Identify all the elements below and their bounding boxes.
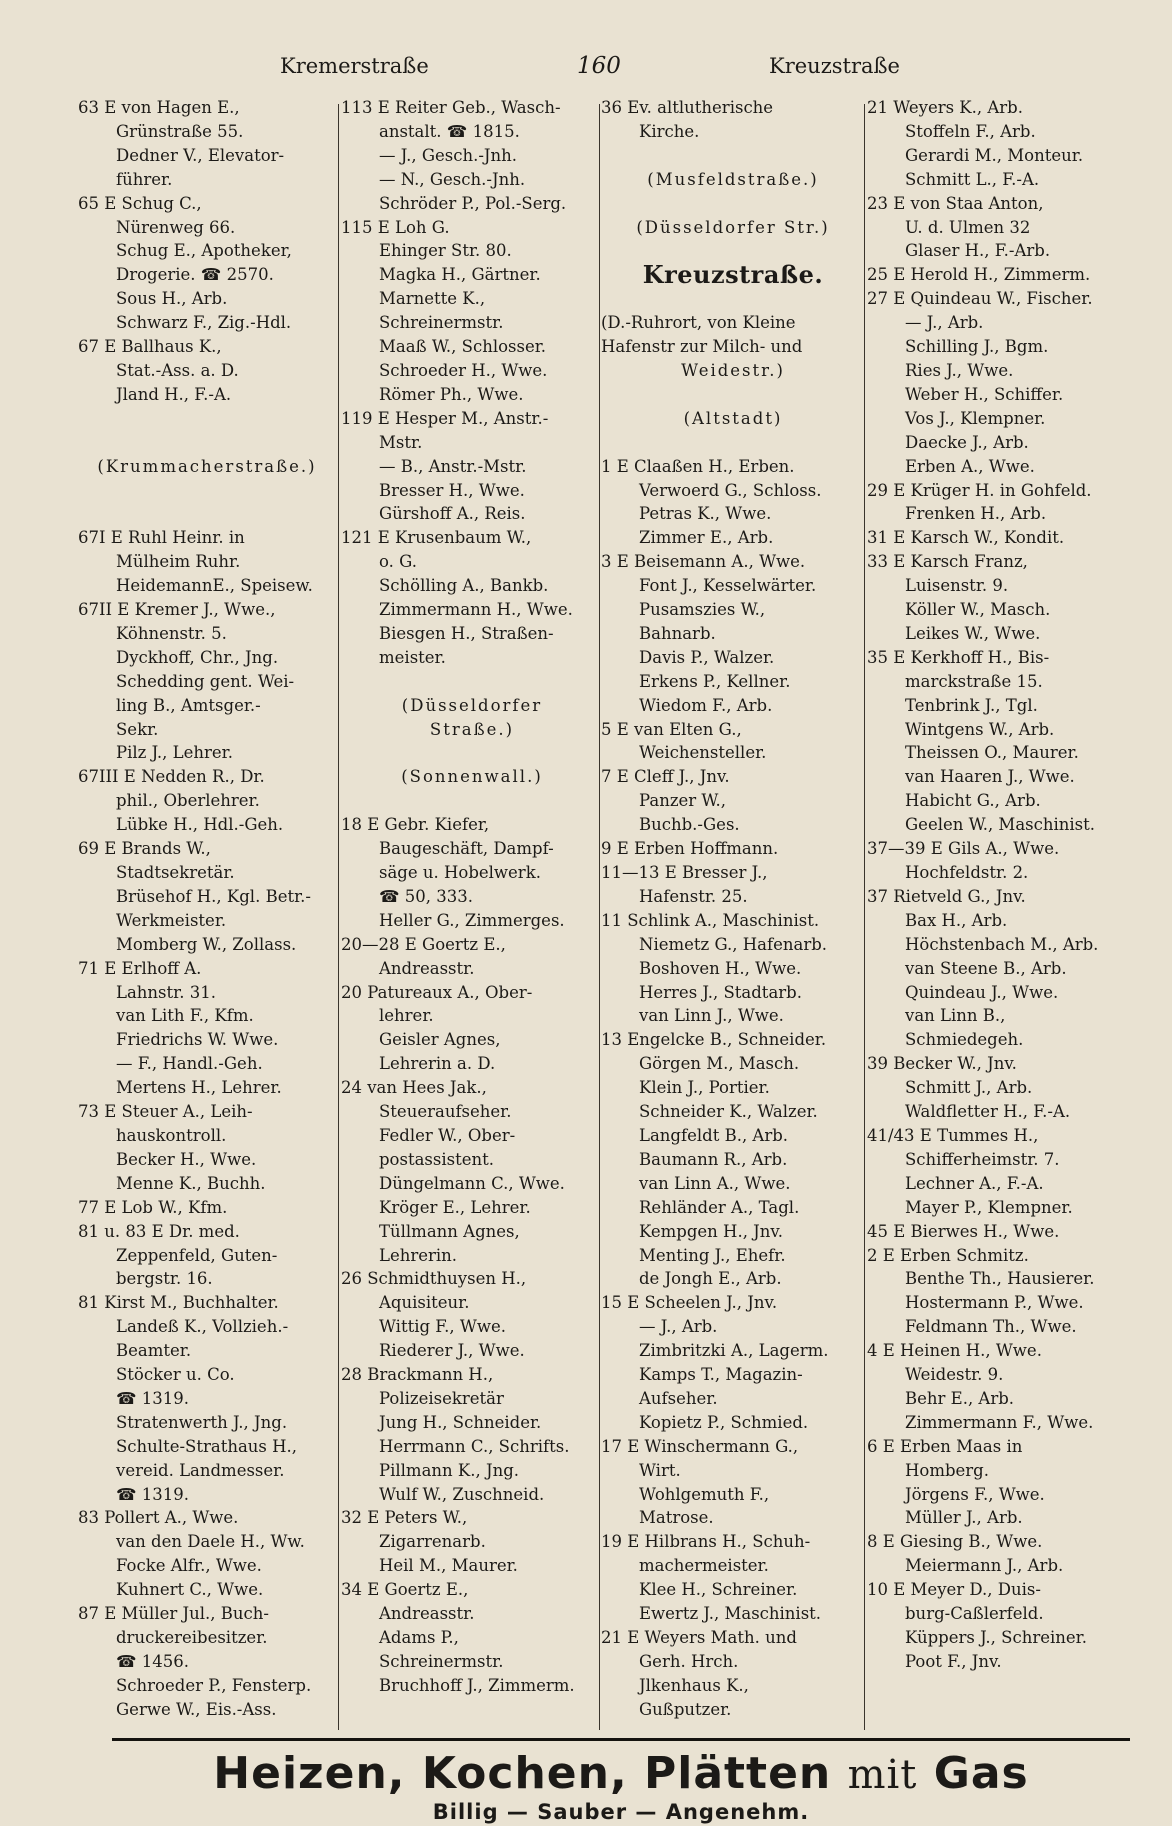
directory-entry: Schreinermstr. <box>379 1651 504 1671</box>
directory-entry <box>341 741 603 765</box>
directory-entry: phil., Oberlehrer. <box>116 791 260 811</box>
directory-entry: Zimbritzki A., Lagerm. <box>639 1341 829 1361</box>
directory-entry <box>601 287 865 311</box>
directory-entry: 26 Schmidthuysen H., <box>341 1269 527 1289</box>
directory-entry: Verwoerd G., Schloss. <box>639 480 822 500</box>
directory-entry: van Lith F., Kfm. <box>116 1006 254 1026</box>
column-2 <box>341 96 603 1726</box>
directory-entry: Herres J., Stadtarb. <box>639 982 802 1002</box>
directory-entry: Daecke J., Arb. <box>905 432 1029 452</box>
directory-entry: Werkmeister. <box>116 910 227 930</box>
section-note: Weidestr.) <box>681 360 785 380</box>
directory-entry: 5 E van Elten G., <box>601 719 742 739</box>
directory-entry: Gerardi M., Monteur. <box>905 145 1084 165</box>
directory-entry: Weichensteller. <box>639 743 767 763</box>
directory-entry: Heller G., Zimmerges. <box>379 910 565 930</box>
directory-entry: Frenken H., Arb. <box>905 504 1047 524</box>
directory-entry: Schreinermstr. <box>379 313 504 333</box>
directory-entry: Dedner V., Elevator- <box>116 145 285 165</box>
directory-entry: 67II E Kremer J., Wwe., <box>78 600 276 620</box>
directory-entry: 71 E Erlhoff A. <box>78 958 202 978</box>
directory-entry: Geelen W., Maschinist. <box>905 815 1096 835</box>
directory-entry: U. d. Ulmen 32 <box>905 217 1031 237</box>
directory-entry: 19 E Hilbrans H., Schuh- <box>601 1532 811 1552</box>
directory-entry: postassistent. <box>379 1149 495 1169</box>
directory-entry: 27 E Quindeau W., Fischer. <box>867 289 1093 309</box>
directory-entry: — N., Gesch.-Jnh. <box>379 169 526 189</box>
directory-entry: Wiedom F., Arb. <box>639 695 773 715</box>
directory-entry: Theissen O., Maurer. <box>905 743 1079 763</box>
directory-entry: Habicht G., Arb. <box>905 791 1041 811</box>
directory-entry: 20—28 E Goertz E., <box>341 934 506 954</box>
directory-entry <box>601 383 865 407</box>
directory-entry: Zimmer E., Arb. <box>639 528 774 548</box>
directory-entry: 11—13 E Bresser J., <box>601 863 768 882</box>
directory-entry: Font J., Kesselwärter. <box>639 576 817 596</box>
directory-entry: Klein J., Portier. <box>639 1078 770 1098</box>
directory-entry: Lechner A., F.-A. <box>905 1173 1044 1193</box>
directory-entry: Görgen M., Masch. <box>639 1054 800 1074</box>
directory-entry: Erkens P., Kellner. <box>639 671 791 691</box>
directory-entry: Momberg W., Zollass. <box>116 934 297 954</box>
directory-entry: 9 E Erben Hoffmann. <box>601 839 779 859</box>
directory-entry: 87 E Müller Jul., Buch- <box>78 1604 269 1624</box>
directory-entry: Schilling J., Bgm. <box>905 337 1049 357</box>
directory-entry: ☎ 1456. <box>116 1651 190 1671</box>
directory-entry: Wulf W., Zuschneid. <box>379 1484 545 1504</box>
directory-entry: 63 E von Hagen E., <box>78 98 240 117</box>
directory-entry: Lehrerin a. D. <box>379 1054 496 1074</box>
directory-entry: Schedding gent. Wei- <box>116 671 295 691</box>
directory-entry: 39 Becker W., Jnv. <box>867 1054 1017 1074</box>
directory-entry: Drogerie. ☎ 2570. <box>116 265 274 285</box>
directory-entry: 6 E Erben Maas in <box>867 1436 1023 1456</box>
directory-entry: Schmitt J., Arb. <box>905 1078 1033 1098</box>
directory-entry: 21 Weyers K., Arb. <box>867 98 1023 117</box>
directory-entry: 81 Kirst M., Buchhalter. <box>78 1293 279 1313</box>
directory-entry: Schneider K., Walzer. <box>639 1102 818 1122</box>
street-heading: Kreuzstraße. <box>642 263 824 288</box>
directory-entry: Rehländer A., Tagl. <box>639 1197 800 1217</box>
directory-entry: Stadtsekretär. <box>116 863 235 882</box>
directory-entry: o. G. <box>379 552 417 572</box>
directory-entry: Poot F., Jnv. <box>905 1651 1002 1671</box>
directory-entry: Dyckhoff, Chr., Jng. <box>116 647 279 667</box>
directory-entry: 4 E Heinen H., Wwe. <box>867 1341 1042 1361</box>
directory-entry: Geisler Agnes, <box>379 1030 501 1050</box>
directory-entry: 67III E Nedden R., Dr. <box>78 767 265 787</box>
directory-entry: Heil M., Maurer. <box>379 1556 518 1576</box>
directory-entry: Küppers J., Schreiner. <box>905 1628 1087 1647</box>
directory-entry <box>601 192 865 216</box>
directory-entry: 119 E Hesper M., Anstr.- <box>341 408 549 428</box>
directory-entry: Wintgens W., Arb. <box>905 719 1055 739</box>
directory-entry: Petras K., Wwe. <box>639 504 772 524</box>
directory-entry: Andreasstr. <box>379 958 475 978</box>
directory-entry: van Linn A., Wwe. <box>639 1173 791 1193</box>
directory-entry: Kempgen H., Jnv. <box>639 1221 784 1241</box>
directory-entry: Marnette K., <box>379 289 486 309</box>
directory-entry: Zigarrenarb. <box>379 1532 486 1552</box>
directory-entry: 69 E Brands W., <box>78 839 211 859</box>
directory-entry: Gußputzer. <box>639 1699 732 1719</box>
directory-entry: Bruchhoff J., Zimmerm. <box>379 1675 575 1695</box>
directory-entry: Fedler W., Ober- <box>379 1125 516 1145</box>
directory-entry: Feldmann Th., Wwe. <box>905 1317 1077 1337</box>
directory-entry: Kirche. <box>639 121 700 141</box>
directory-entry: ☎ 50, 333. <box>379 886 474 906</box>
directory-entry: Bahnarb. <box>639 623 716 643</box>
directory-entry: säge u. Hobelwerk. <box>379 863 541 882</box>
directory-entry: Hafenstr zur Milch- und <box>601 337 803 357</box>
directory-entry: Kopietz P., Schmied. <box>639 1412 809 1432</box>
directory-entry: 32 E Peters W., <box>341 1508 468 1528</box>
directory-entry: 73 E Steuer A., Leih- <box>78 1102 253 1122</box>
directory-entry: Adams P., <box>379 1628 459 1647</box>
directory-entry: 33 E Karsch Franz, <box>867 552 1028 572</box>
directory-entry: Becker H., Wwe. <box>116 1149 257 1169</box>
advert-top-rule <box>112 1738 1130 1741</box>
directory-entry: anstalt. ☎ 1815. <box>379 121 520 141</box>
directory-entry: Müller J., Arb. <box>905 1508 1023 1528</box>
directory-entry: — J., Gesch.-Jnh. <box>379 145 518 165</box>
advert-text-b: Gas <box>933 1748 1029 1799</box>
directory-entry: 8 E Giesing B., Wwe. <box>867 1532 1043 1552</box>
directory-entry: 1 E Claaßen H., Erben. <box>601 456 795 476</box>
directory-entry: 67I E Ruhl Heinr. in <box>78 528 245 548</box>
directory-entry: Baumann R., Arb. <box>639 1149 788 1169</box>
directory-entry: Luisenstr. 9. <box>905 576 1009 596</box>
directory-entry: 37—39 E Gils A., Wwe. <box>867 839 1060 859</box>
directory-entry: van Linn J., Wwe. <box>639 1006 784 1026</box>
directory-entry: 28 Brackmann H., <box>341 1365 494 1385</box>
directory-entry: 10 E Meyer D., Duis- <box>867 1580 1041 1600</box>
directory-entry: ling B., Amtsger.- <box>116 695 261 715</box>
directory-entry: Gürshoff A., Reis. <box>379 504 526 524</box>
directory-entry: Wohlgemuth F., <box>639 1484 770 1504</box>
directory-entry: 24 van Hees Jak., <box>341 1078 487 1098</box>
directory-entry <box>601 144 865 168</box>
directory-entry: Mülheim Ruhr. <box>116 552 241 572</box>
directory-entry: 13 Engelcke B., Schneider. <box>601 1030 827 1050</box>
directory-entry: Jland H., F.-A. <box>116 384 232 404</box>
directory-entry: Sekr. <box>116 719 159 739</box>
directory-entry: druckereibesitzer. <box>116 1628 268 1647</box>
advert-text-a: Heizen, Kochen, Plätten <box>213 1748 832 1799</box>
directory-entry: Ries J., Wwe. <box>905 360 1014 380</box>
directory-entry: Weber H., Schiffer. <box>905 384 1064 404</box>
directory-entry: Polizeisekretär <box>379 1388 504 1408</box>
directory-entry: Köhnenstr. 5. <box>116 623 227 643</box>
directory-entry: Pusamszies W., <box>639 600 766 620</box>
directory-entry: 25 E Herold H., Zimmerm. <box>867 265 1091 285</box>
directory-entry: 34 E Goertz E., <box>341 1580 469 1600</box>
directory-entry: Ehinger Str. 80. <box>379 241 512 261</box>
directory-entry: Jlkenhaus K., <box>639 1675 749 1695</box>
directory-entry: van Haaren J., Wwe. <box>905 767 1075 787</box>
directory-entry: 11 Schlink A., Maschinist. <box>601 910 820 930</box>
directory-entry: Ewertz J., Maschinist. <box>639 1604 822 1624</box>
advert-headline <box>112 1748 1130 1799</box>
directory-entry: Jörgens F., Wwe. <box>905 1484 1045 1504</box>
directory-entry <box>341 789 603 813</box>
directory-entry: 17 E Winschermann G., <box>601 1436 799 1456</box>
directory-entry: Tenbrink J., Tgl. <box>905 695 1038 715</box>
directory-entry: Davis P., Walzer. <box>639 647 775 667</box>
directory-entry: 31 E Karsch W., Kondit. <box>867 528 1065 548</box>
directory-entry: 3 E Beisemann A., Wwe. <box>601 552 806 572</box>
directory-entry: Buchb.-Ges. <box>639 815 740 835</box>
header-left-street: Kremerstraße <box>280 54 429 78</box>
directory-entry: 77 E Lob W., Kfm. <box>78 1197 228 1217</box>
directory-entry: Schifferheimstr. 7. <box>905 1149 1060 1169</box>
directory-entry: Homberg. <box>905 1460 989 1480</box>
directory-entry: 45 E Bierwes H., Wwe. <box>867 1221 1060 1241</box>
directory-entry <box>78 407 336 431</box>
directory-entry: Focke Alfr., Wwe. <box>116 1556 262 1576</box>
section-note: (Sonnenwall.) <box>401 767 543 787</box>
directory-entry: Beamter. <box>116 1341 192 1361</box>
section-note: (Altstadt) <box>683 408 783 428</box>
directory-entry: Sous H., Arb. <box>116 289 228 309</box>
directory-entry: Riederer J., Wwe. <box>379 1341 525 1361</box>
directory-entry: Hostermann P., Wwe. <box>905 1293 1084 1313</box>
directory-entry: Panzer W., <box>639 791 726 811</box>
directory-entry: van Linn B., <box>905 1006 1006 1026</box>
column-3 <box>601 96 865 1726</box>
directory-entry: (D.-Ruhrort, von Kleine <box>601 313 796 333</box>
directory-entry: Zimmermann F., Wwe. <box>905 1412 1094 1432</box>
directory-entry: Schroeder H., Wwe. <box>379 360 548 380</box>
directory-entry: 37 Rietveld G., Jnv. <box>867 886 1026 906</box>
directory-entry: Hafenstr. 25. <box>639 886 748 906</box>
directory-entry: 113 E Reiter Geb., Wasch- <box>341 98 561 117</box>
directory-entry: 35 E Kerkhoff H., Bis- <box>867 647 1050 667</box>
directory-entry: Menting J., Ehefr. <box>639 1245 786 1265</box>
directory-entry: Brüsehof H., Kgl. Betr.- <box>116 886 311 906</box>
directory-entry: Boshoven H., Wwe. <box>639 958 802 978</box>
directory-entry: Matrose. <box>639 1508 714 1528</box>
directory-entry: Herrmann C., Schrifts. <box>379 1436 570 1456</box>
directory-entry: 121 E Krusenbaum W., <box>341 528 532 548</box>
section-note: (Düsseldorfer Str.) <box>636 217 830 237</box>
directory-entry: Erben A., Wwe. <box>905 456 1035 476</box>
directory-entry: ☎ 1319. <box>116 1484 190 1504</box>
page-number: 160 <box>576 53 621 79</box>
directory-entry: 36 Ev. altlutherische <box>601 98 774 117</box>
directory-entry: Mayer P., Klempner. <box>905 1197 1073 1217</box>
directory-entry: 7 E Cleff J., Jnv. <box>601 767 730 787</box>
directory-entry <box>341 670 603 694</box>
directory-entry <box>78 502 336 526</box>
directory-entry: 81 u. 83 E Dr. med. <box>78 1221 240 1241</box>
directory-entry: Leikes W., Wwe. <box>905 623 1041 643</box>
directory-entry: Tüllmann Agnes, <box>379 1221 520 1241</box>
directory-entry: hauskontroll. <box>116 1125 227 1145</box>
directory-entry: Zimmermann H., Wwe. <box>379 600 573 620</box>
section-note: (Krummacherstraße.) <box>97 456 317 476</box>
directory-entry: Hochfeldstr. 2. <box>905 863 1029 882</box>
directory-entry: Lehrerin. <box>379 1245 458 1265</box>
directory-entry: Niemetz G., Hafenarb. <box>639 934 828 954</box>
directory-entry: lehrer. <box>379 1006 434 1026</box>
directory-entry: führer. <box>116 169 173 189</box>
directory-entry: Benthe Th., Hausierer. <box>905 1269 1095 1289</box>
directory-entry: Steueraufseher. <box>379 1102 512 1122</box>
directory-entry: Pilz J., Lehrer. <box>116 743 233 763</box>
directory-entry: Schölling A., Bankb. <box>379 576 549 596</box>
section-note: (Düsseldorfer <box>401 695 543 715</box>
directory-entry: Magka H., Gärtner. <box>379 265 541 285</box>
directory-entry: — J., Arb. <box>639 1317 718 1337</box>
directory-entry: meister. <box>379 647 446 667</box>
directory-entry: Klee H., Schreiner. <box>639 1580 798 1600</box>
directory-entry: — B., Anstr.-Mstr. <box>379 456 527 476</box>
directory-entry: Bresser H., Wwe. <box>379 480 525 500</box>
directory-entry: Schulte-Strathaus H., <box>116 1436 298 1456</box>
directory-entry: Menne K., Buchh. <box>116 1173 266 1193</box>
directory-entry: Köller W., Masch. <box>905 600 1051 620</box>
directory-entry: Höchstenbach M., Arb. <box>905 934 1099 954</box>
directory-entry: 18 E Gebr. Kiefer, <box>341 815 490 835</box>
directory-entry: Schwarz F., Zig.-Hdl. <box>116 313 292 333</box>
directory-entry: Stat.-Ass. a. D. <box>116 360 239 380</box>
directory-entry: Kuhnert C., Wwe. <box>116 1580 264 1600</box>
directory-entry: Baugeschäft, Dampf- <box>379 839 554 859</box>
directory-entry: Gerh. Hrch. <box>639 1651 739 1671</box>
directory-entry: Pillmann K., Jng. <box>379 1460 520 1480</box>
directory-entry: Glaser H., F.-Arb. <box>905 241 1051 261</box>
directory-entry: ☎ 1319. <box>116 1388 190 1408</box>
directory-entry: 23 E von Staa Anton, <box>867 193 1044 213</box>
directory-entry: Quindeau J., Wwe. <box>905 982 1059 1002</box>
directory-entry: Vos J., Klempner. <box>905 408 1046 428</box>
directory-entry: Mertens H., Lehrer. <box>116 1078 282 1098</box>
page-header <box>280 46 900 86</box>
directory-entry: Gerwe W., Eis.-Ass. <box>116 1699 277 1719</box>
directory-entry: Römer Ph., Wwe. <box>379 384 524 404</box>
directory-entry: Behr E., Arb. <box>905 1388 1015 1408</box>
directory-entry <box>78 479 336 503</box>
directory-entry: Bax H., Arb. <box>905 910 1008 930</box>
directory-entry: — F., Handl.-Geh. <box>116 1054 263 1074</box>
directory-entry: Schroeder P., Fensterp. <box>116 1675 312 1695</box>
directory-entry: Stoffeln F., Arb. <box>905 121 1036 141</box>
directory-entry: Aquisiteur. <box>379 1293 470 1313</box>
directory-entry: Friedrichs W. Wwe. <box>116 1030 279 1050</box>
directory-entry: 2 E Erben Schmitz. <box>867 1245 1029 1265</box>
column-1 <box>78 96 336 1726</box>
directory-entry: 15 E Scheelen J., Jnv. <box>601 1293 778 1313</box>
directory-entry: Kröger E., Lehrer. <box>379 1197 531 1217</box>
section-note: (Musfeldstraße.) <box>647 169 819 189</box>
section-note: Straße.) <box>429 719 515 739</box>
directory-entry: 20 Patureaux A., Ober- <box>341 982 533 1002</box>
directory-entry: 115 E Loh G. <box>341 217 450 237</box>
directory-entry: Schug E., Apotheker, <box>116 241 292 261</box>
directory-entry: Waldfletter H., F.-A. <box>905 1102 1071 1122</box>
directory-entry: bergstr. 16. <box>116 1269 213 1289</box>
directory-entry: Zeppenfeld, Guten- <box>116 1245 278 1265</box>
directory-entry: 21 E Weyers Math. und <box>601 1628 797 1647</box>
directory-entry: Grünstraße 55. <box>116 121 244 141</box>
directory-entry: Lahnstr. 31. <box>116 982 216 1002</box>
column-4 <box>867 96 1126 1726</box>
directory-entry: Mstr. <box>379 432 423 452</box>
directory-entry: 29 E Krüger H. in Gohfeld. <box>867 480 1092 500</box>
directory-entry: Wirt. <box>639 1460 681 1480</box>
directory-entry: Meiermann J., Arb. <box>905 1556 1064 1576</box>
directory-entry: 41/43 E Tummes H., <box>867 1125 1039 1145</box>
directory-columns <box>78 96 1126 1726</box>
advert-text-mit: mit <box>847 1752 918 1798</box>
directory-entry: — J., Arb. <box>905 313 984 333</box>
directory-entry: Kamps T., Magazin- <box>639 1365 803 1385</box>
directory-entry: Biesgen H., Straßen- <box>379 623 554 643</box>
directory-entry <box>601 239 865 263</box>
directory-entry: Langfeldt B., Arb. <box>639 1125 789 1145</box>
directory-entry: Stratenwerth J., Jng. <box>116 1412 288 1432</box>
directory-entry: Jung H., Schneider. <box>379 1412 542 1432</box>
directory-entry: Schröder P., Pol.-Serg. <box>379 193 567 213</box>
directory-entry: Weidestr. 9. <box>905 1365 1004 1385</box>
directory-entry: vereid. Landmesser. <box>116 1460 285 1480</box>
directory-entry: Landeß K., Vollzieh.- <box>116 1317 289 1337</box>
advert-tagline: Billig — Sauber — Angenehm. <box>432 1800 810 1824</box>
directory-entry: 67 E Ballhaus K., <box>78 337 222 357</box>
directory-entry: burg-Caßlerfeld. <box>905 1604 1044 1624</box>
directory-entry: van Steene B., Arb. <box>905 958 1067 978</box>
directory-entry: Wittig F., Wwe. <box>379 1317 506 1337</box>
directory-entry: Aufseher. <box>639 1388 718 1408</box>
directory-entry: Lübke H., Hdl.-Geh. <box>116 815 284 835</box>
directory-entry: de Jongh E., Arb. <box>639 1269 782 1289</box>
directory-entry: Nürenweg 66. <box>116 217 236 237</box>
directory-entry: marckstraße 15. <box>905 671 1043 691</box>
directory-entry: machermeister. <box>639 1556 769 1576</box>
directory-entry: van den Daele H., Ww. <box>116 1532 305 1552</box>
directory-entry: HeidemannE., Speisew. <box>116 576 313 596</box>
directory-entry: Düngelmann C., Wwe. <box>379 1173 565 1193</box>
directory-entry <box>78 431 336 455</box>
directory-entry: Stöcker u. Co. <box>116 1365 235 1385</box>
directory-entry: 83 Pollert A., Wwe. <box>78 1508 239 1528</box>
directory-entry: Schmitt L., F.-A. <box>905 169 1040 189</box>
directory-entry: Andreasstr. <box>379 1604 475 1624</box>
header-right-street: Kreuzstraße <box>769 54 900 78</box>
directory-entry <box>601 431 865 455</box>
directory-entry: 65 E Schug C., <box>78 193 202 213</box>
directory-entry: Maaß W., Schlosser. <box>379 337 547 357</box>
directory-entry: Schmiedegeh. <box>905 1030 1024 1050</box>
